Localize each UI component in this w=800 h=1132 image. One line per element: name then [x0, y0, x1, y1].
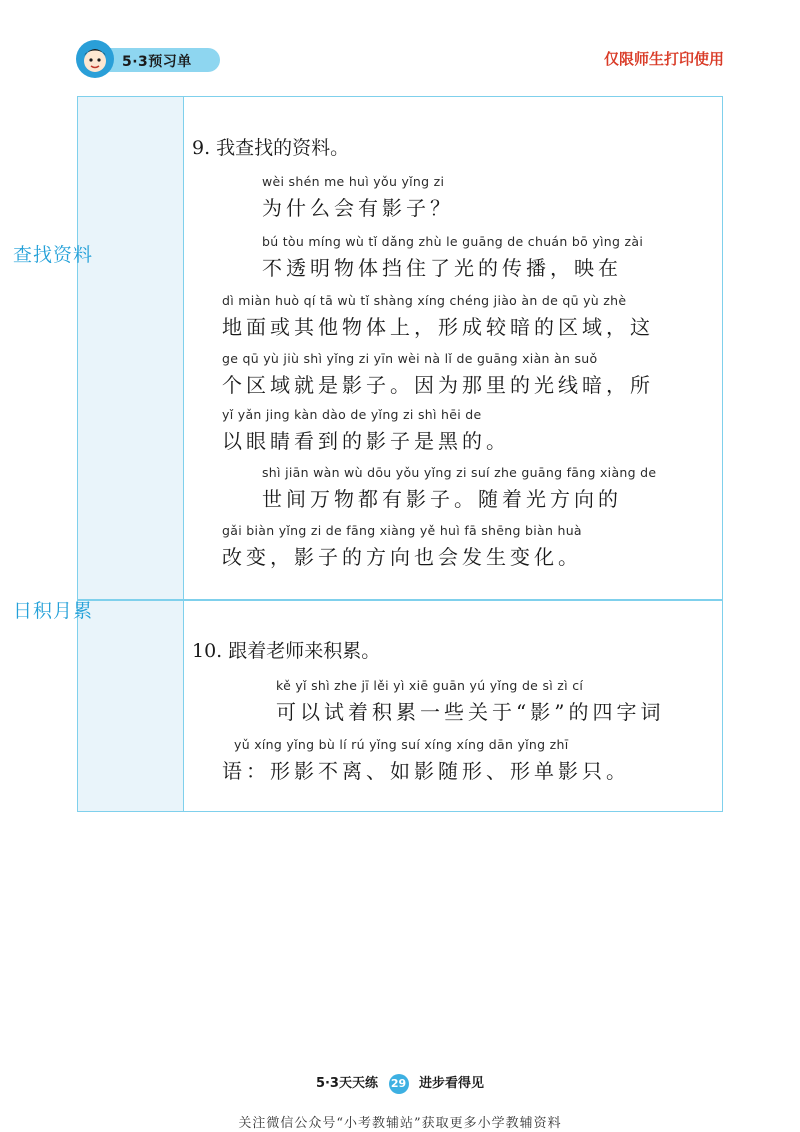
- text-line: 地面或其他物体上，形成较暗的区域，这: [222, 315, 654, 339]
- pinyin-line: kě yǐ shì zhe jī lěi yì xiē guān yú yǐng de sì zì cí: [276, 678, 584, 693]
- text-line: 语：形影不离、如影随形、形单影只。: [222, 759, 630, 783]
- pinyin-line: dì miàn huò qí tā wù tǐ shàng xíng chéng jiào àn de qū yù zhè: [222, 293, 627, 308]
- pinyin-line: yǔ xíng yǐng bù lí rú yǐng suí xíng xíng dān yǐng zhī: [234, 737, 569, 752]
- pinyin-line: bú tòu míng wù tǐ dǎng zhù le guāng de chuán bō yìng zài: [262, 234, 644, 249]
- pinyin-line: gǎi biàn yǐng zi de fāng xiàng yě huì fā shēng biàn huà: [222, 523, 582, 538]
- page-footer: [0, 1072, 800, 1094]
- section-label-research: 查找资料: [12, 244, 93, 266]
- footer-slogan: 进步看得见: [419, 1076, 485, 1091]
- text-line: 为什么会有影子？: [262, 196, 454, 220]
- text-line: 改变，影子的方向也会发生变化。: [222, 545, 582, 569]
- print-restriction-note: 仅限师生打印使用: [603, 50, 724, 68]
- text-line: 世间万物都有影子。随着光方向的: [262, 487, 622, 511]
- cartoon-face-icon: [76, 40, 114, 78]
- pinyin-line: yǐ yǎn jing kàn dào de yǐng zi shì hēi de: [222, 407, 482, 422]
- pinyin-line: wèi shén me huì yǒu yǐng zi: [262, 174, 445, 189]
- question-10-title: 10. 跟着老师来积累。: [192, 640, 381, 662]
- question-9-title: 9. 我查找的资料。: [192, 137, 350, 159]
- page-number: 29: [389, 1074, 409, 1094]
- section-label-accumulate: 日积月累: [12, 600, 93, 622]
- section-divider: [78, 599, 722, 601]
- text-line: 以眼睛看到的影子是黑的。: [222, 429, 510, 453]
- pinyin-line: ge qū yù jiù shì yǐng zi yīn wèi nà lǐ de guāng xiàn àn suǒ: [222, 351, 598, 366]
- section-label-column: [78, 97, 184, 811]
- text-line: 不透明物体挡住了光的传播，映在: [262, 256, 622, 280]
- series-badge-label: 5·3预习单: [122, 54, 192, 70]
- text-line: 个区域就是影子。因为那里的光线暗，所: [222, 373, 654, 397]
- promo-watermark: 关注微信公众号“小考教辅站”获取更多小学教辅资料: [238, 1116, 562, 1131]
- pinyin-line: shì jiān wàn wù dōu yǒu yǐng zi suí zhe guāng fāng xiàng de: [262, 465, 657, 480]
- footer-series-name: 5·3天天练: [315, 1076, 378, 1091]
- text-line: 可以试着积累一些关于“影”的四字词: [276, 700, 665, 724]
- series-badge: [76, 40, 226, 78]
